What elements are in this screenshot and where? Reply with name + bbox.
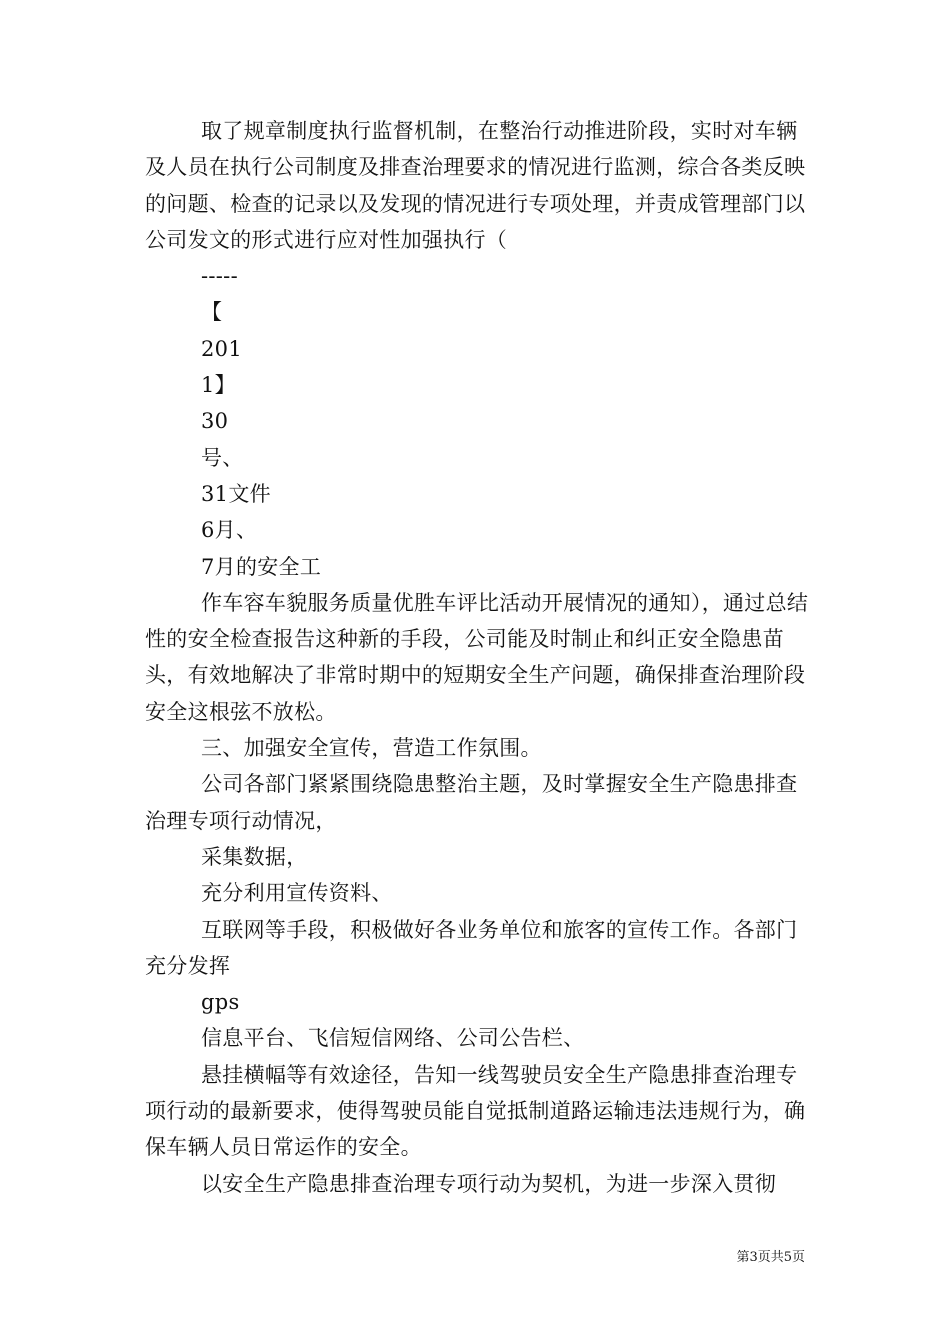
paragraph: 取了规章制度执行监督机制，在整治行动推进阶段，实时对车辆及人员在执行公司制度及排查治理要求的情况进行监测，综合各类反映的问题、检查的记录以及发现的情况进行专项处理，并责成管理部门以公司发文的形式进行应对性加强执行（ (145, 119, 806, 252)
paragraph: gps (201, 990, 240, 1015)
paragraph: 采集数据， (201, 844, 308, 869)
paragraph: 号、 (201, 445, 244, 470)
paragraph: 作车容车貌服务质量优胜车评比活动开展情况的通知），通过总结性的安全检查报告这种新的手段，公司能及时制止和纠正安全隐患苗头，有效地解决了非常时期中的短期安全生产问题，确保排查治理阶段安全这根弦不放松。 (145, 590, 809, 724)
paragraph: 悬挂横幅等有效途径，告知一线驾驶员安全生产隐患排查治理专项行动的最新要求，使得驾驶员能自觉抵制道路运输违法违规行为，确保车辆人员日常运作的安全。 (145, 1062, 806, 1160)
document-body (145, 113, 815, 1202)
paragraph: 以安全生产隐患排查治理专项行动为契机，为进一步深入贯彻 (201, 1171, 777, 1196)
paragraph: ----- (201, 264, 238, 289)
paragraph: 充分利用宣传资料、 (201, 881, 393, 906)
page-number: 第3页共5页 (736, 1250, 805, 1265)
paragraph: 1】 (201, 373, 236, 398)
paragraph: 互联网等手段，积极做好各业务单位和旅客的宣传工作。各部门充分发挥 (145, 917, 798, 978)
paragraph: 公司各部门紧紧围绕隐患整治主题，及时掌握安全生产隐患排查治理专项行动情况， (145, 772, 798, 833)
paragraph: 信息平台、飞信短信网络、公司公告栏、 (201, 1026, 585, 1051)
paragraph: 201 (201, 336, 242, 361)
paragraph: 6月、 (201, 518, 258, 543)
paragraph: 31文件 (201, 481, 271, 506)
section-heading: 三、加强安全宣传，营造工作氛围。 (201, 736, 542, 761)
paragraph: 30 (201, 409, 229, 434)
paragraph: 7月的安全工 (201, 554, 322, 579)
paragraph: 【 (201, 300, 223, 325)
